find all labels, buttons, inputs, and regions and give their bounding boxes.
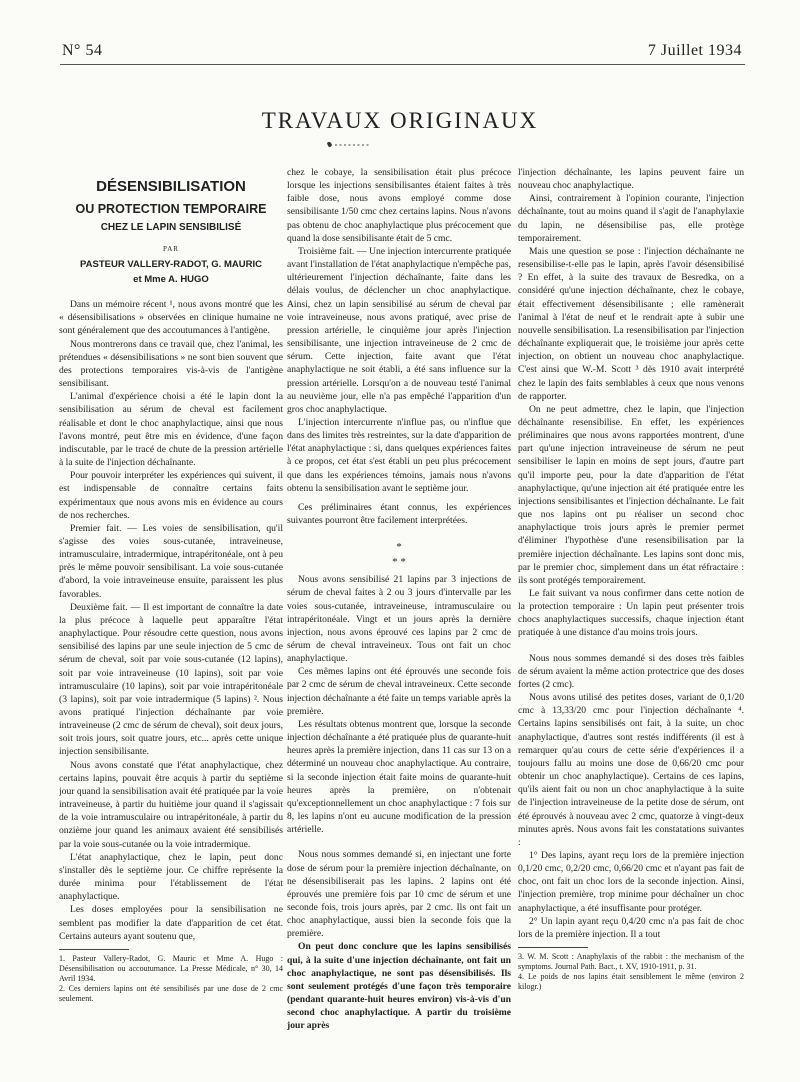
paragraph: On ne peut admettre, chez le lapin, que l'injection déchaînante resensibilise. En effet, les expériences préliminaires que nous avons rapportées montrent, d'une part qu'une injection intraveineuse de sérum ne peut sensibiliser le lapin en moins de sept jours, d'autre part qu'il importe peu, pour la date d'apparition de l'état anaphylactique, qu'une injection ait été pratiquée entre les injections sensibilisantes et l'injection déchaînante. Le fait que nos lapins ont pu réaliser un second choc anaphylactique trois jours après le premier permet d'éliminer l'hypothèse d'une resensibilisation par la première injection déchaînante. Les lapins sont donc mis, par le premier choc, simplement dans un état réfractaire : ils sont protégés temporairement. [518,403,744,586]
paragraph: Nous montrerons dans ce travail que, chez l'animal, les prétendues « désensibilisations » ne sont bien souvent que des protections temporaires vis-à-vis de l'antigène sensibilisant. [59,338,283,390]
paragraph: Mais une question se pose : l'injection déchaînante ne resensibilise-t-elle pas le lapin, après l'avoir désensibilisé ? En effet, à la suite des travaux de Besredka, on a considéré qu'une injection déchaînante, chez le cobaye, était effectivement désensibilisante ; elle ramènerait l'animal à l'état de neuf et le rendrait apte à subir une nouvelle sensibilisation. La resensibilisation par l'injection déchaînante expliquerait que, le troisième jour après cette injection, on obtient un nouveau choc anaphylactique. C'est ainsi que W.-M. Scott ³ dès 1910 avait interprété chez le lapin des faits semblables à ceux que nous venons de rapporter. [518,245,744,402]
article-subtitle: OU PROTECTION TEMPORAIRE [75,202,267,216]
authors-line-2: et Mme A. HUGO [133,274,209,286]
paragraph: Le fait suivant va nous confirmer dans cette notion de la protection temporaire : Un lapin peut présenter trois chocs anaphylactiques successifs, chaque injection étant pratiquée à une distance d'au moins trois jours. [518,588,744,639]
paragraph: Nous avons utilisé des petites doses, variant de 0,1/20 cmc à 13,33/20 cmc pour l'injection déchaînante ⁴. Certains lapins sensibilisés ont fait, à la suite, un choc anaphylactique, d'autres sont restés indifférents (il est à remarquer qu'au cours de cette série d'expériences il a toujours fallu au moins une dose de 0,66/20 cmc pour obtenir un choc anaphylactique). Certains de ces lapins, qu'ils aient fait ou non un choc anaphylactique à la suite de l'injection intraveineuse de la petite dose de sérum, ont été éprouvés à nouveau avec 2 cmc, quatorze à vingt-deux minutes après. Nous avons fait les constatations suivantes : [518,692,744,848]
footnote: 4. Le poids de nos lapins était sensiblement le même (environ 2 kilogr.) [518,972,744,992]
paragraph: Premier fait. — Les voies de sensibilisation, qu'il s'agisse des voies sous-cutanée, intraveineuse, intramusculaire, intradermique, intrapéritonéale, ont à peu près le même pouvoir sensibilisant. La voie sous-cutanée d'abord, la voie intraveineuse ensuite, paraissent les plus favorables. [59,522,283,600]
paragraph: L'injection intercurrente n'influe pas, ou n'influe que dans des limites très restreintes, sur la date d'apparition de l'état anaphylactique : si, dans quelques expériences faites à ce propos, cet état s'est établi un peu plus précocement que dans les expériences témoins, jamais nous n'avons obtenu la sensibilisation avant le septième jour. [287,416,511,494]
asterism-top: * [396,541,402,554]
authors-line-1: PASTEUR VALLERY-RADOT, G. MAURIC [80,259,262,271]
paragraph: Nous nous sommes demandé si, en injectant une forte dose de sérum pour la première injection déchaînante, on ne désensibiliserait pas les lapins. 2 lapins ont été éprouvés une première fois par 10 cmc de sérum et une seconde fois, trois jours après, par 2 cmc. Ils ont fait un choc anaphylactique, aussi bien la seconde fois que la première. [287,849,511,940]
page-number: N° 54 [62,42,103,59]
paragraph: Les résultats obtenus montrent que, lorsque la seconde injection déchaînante a été pratiquée plus de quarante-huit heures après la première injection, dans 11 cas sur 13 on a déterminé un nouveau choc anaphylactique. Au contraire, si la seconde injection était faite moins de quarante-huit heures après la première, on n'obtenait qu'exceptionnellement un choc anaphylactique : 7 fois sur 8, les lapins n'ont eu aucune modification de la pression artérielle. [287,718,511,836]
article-subtitle-2: CHEZ LE LAPIN SENSIBILISÉ [100,222,242,233]
paragraph: Ces mêmes lapins ont été éprouvés une seconde fois par 2 cmc de sérum de cheval intraveineux. Cette seconde injection déchaînante a été faite un temps variable après la première. [287,666,511,717]
paragraph: 2° Un lapin ayant reçu 0,4/20 cmc n'a pas fait de choc lors de la première injection. Il a tout [518,915,744,940]
column-3 [518,166,744,992]
paragraph: 1° Des lapins, ayant reçu lors de la première injection 0,1/20 cmc, 0,2/20 cmc, 0,66/20 cmc et n'ayant pas fait de choc, ont fait un choc lors de la seconde injection. Ainsi, l'injection première, trop minime pour déchaîner un choc anaphylactique, a été insuffisante pour protéger. [518,849,744,914]
ornament-divider [323,139,383,153]
footnote: 1. Pasteur Vallery-Radot, G. Mauric et Mme A. Hugo : Désensibilisation ou accoutumance. La Presse Médicale, n° 30, 14 Avril 1934. [59,953,283,983]
paragraph: L'animal d'expérience choisi a été le lapin dont la sensibilisation au sérum de cheval est facilement réalisable et dont le choc anaphylactique, ainsi que nous l'avons montré, peut être mis en évidence, d'une façon indiscutable, par le tracé de chute de la pression artérielle à la suite de l'injection déchaînante. [59,391,283,469]
paragraph: Ainsi, contrairement à l'opinion courante, l'injection déchaînante, tout au moins quand il s'agit de l'anaphylaxie du lapin, ne désensibilise pas, elle protège temporairement. [518,193,744,244]
footnote-rule [518,947,588,948]
paragraph: Ces préliminaires étant connus, les expériences suivantes pourront être facilement interprétées. [287,501,511,527]
paragraph-emphasis: On peut donc conclure que les lapins sensibilisés qui, à la suite d'une injection déchaînante, ont fait un choc anaphylactique, ne sont pas désensibilisés. Ils sont seulement protégés d'une façon très temporaire (pendant quarante-huit heures environ) vis-à-vis d'un second choc anaphylactique. A partir du troisième jour après [287,941,511,1032]
footnote-rule [59,949,129,950]
by-line: PAR [163,245,179,253]
paragraph: Pour pouvoir interpréter les expériences qui suivent, il est indispensable de connaître certains faits expérimentaux que nous avons mis en évidence au cours de nos recherches. [59,470,283,521]
paragraph: chez le cobaye, la sensibilisation était plus précoce lorsque les injections sensibilisantes étaient faites à très faible dose, nous avons employé comme dose sensibilisante 1/50 cmc chez certains lapins. Nous n'avons pas obtenu de choc anaphylactique plus précocement que quand la dose sensibilisante était de 5 cmc. [287,167,511,244]
paragraph: l'injection déchaînante, les lapins peuvent faire un nouveau choc anaphylactique. [518,167,744,192]
footnote: 3. W. M. Scott : Anaphylaxis of the rabbit : the mechanism of the symptoms. Journal Path. Bact., t. XV, 1910-1911, p. 31. [518,952,744,972]
article-title: DÉSENSIBILISATION [96,178,246,195]
paragraph: Troisième fait. — Une injection intercurrente pratiquée avant l'installation de l'état anaphylactique n'empêche pas, ultérieurement l'injection déchaînante, faite dans les délais voulus, de déclencher un choc anaphylactique. Ainsi, chez un lapin sensibilisé au sérum de cheval par voie intraveineuse, nous avons pratiqué, avec prise de pression artérielle, le cinquième jour après l'injection sensibilisante, une injection intraveineuse de 2 cmc de sérum. Cette injection, faite avant que l'état anaphylactique ne soit établi, a été sans influence sur la pression artérielle. Lorsqu'on a de nouveau testé l'animal au neuvième jour, elle n'a pas empêché l'apparition d'un gros choc anaphylactique. [287,245,511,415]
paragraph: Nous nous sommes demandé si des doses très faibles de sérum avaient la même action protectrice que des doses fortes (2 cmc). [518,652,744,690]
paragraph: Dans un mémoire récent ¹, nous avons montré que les « désensibilisations » observées en clinique humaine ne sont généralement que des accoutumances à l'antigène. [59,299,283,337]
paragraph: Les doses employées pour la sensibilisation ne semblent pas modifier la date d'apparition de cet état. Certains auteurs ayant soutenu que, [59,904,283,942]
paragraph: L'état anaphylactique, chez le lapin, peut donc s'installer dès le septième jour. Ce chiffre représente la durée minima pour l'établissement de l'état anaphylactique. [59,851,283,903]
paragraph: Nous avons constaté que l'état anaphylactique, chez certains lapins, pouvait être acquis à partir du septième jour quand la sensibilisation avait été pratiquée par la voie intraveineuse, à partir du huitième jour quand il s'agissait de la voie intramusculaire ou intrapéritonéale, à partir du onzième jour quand les animaux avaient été sensibilisés par la voie sous-cutanée ou la voie intradermique. [59,759,283,850]
column-2 [287,166,511,1033]
column-1 [59,178,283,1004]
issue-date: 7 Juillet 1934 [647,42,742,59]
section-title: TRAVAUX ORIGINAUX [261,108,539,133]
paragraph: Deuxième fait. — Il est important de connaître la date la plus précoce à laquelle peut apparaître l'état anaphylactique. Pour résoudre cette question, nous avons sensibilisé des lapins par une seule injection de 5 cmc de sérum de cheval, soit par voie sous-cutanée (12 lapins), soit par voie intraveineuse (10 lapins), soit par voie intramusculaire (10 lapins), soit par voie intrapéritonéale (3 lapins), soit par voie intradermique (5 lapins) ². Nous avons pratiqué l'injection déchaînante par voie intraveineuse (2 cmc de sérum de cheval), soit deux jours, soit trois jours, soit quatre jours, etc... après cette unique injection sensibilisante. [59,601,283,758]
paragraph: Nous avons sensibilisé 21 lapins par 3 injections de sérum de cheval faites à 2 ou 3 jours d'intervalle par les voies sous-cutanée, intraveineuse, intramusculaire ou intrapéritonéale. Vingt et un jours après la dernière injection, nous avons éprouvé ces lapins par 2 cmc de sérum de cheval intraveineux. Tous ont fait un choc anaphylactique. [287,574,511,665]
header-rule [60,64,745,65]
asterism-bottom: * * [392,556,406,569]
footnote: 2. Ces derniers lapins ont été sensibilisés par une dose de 2 cmc seulement. [59,983,283,1003]
